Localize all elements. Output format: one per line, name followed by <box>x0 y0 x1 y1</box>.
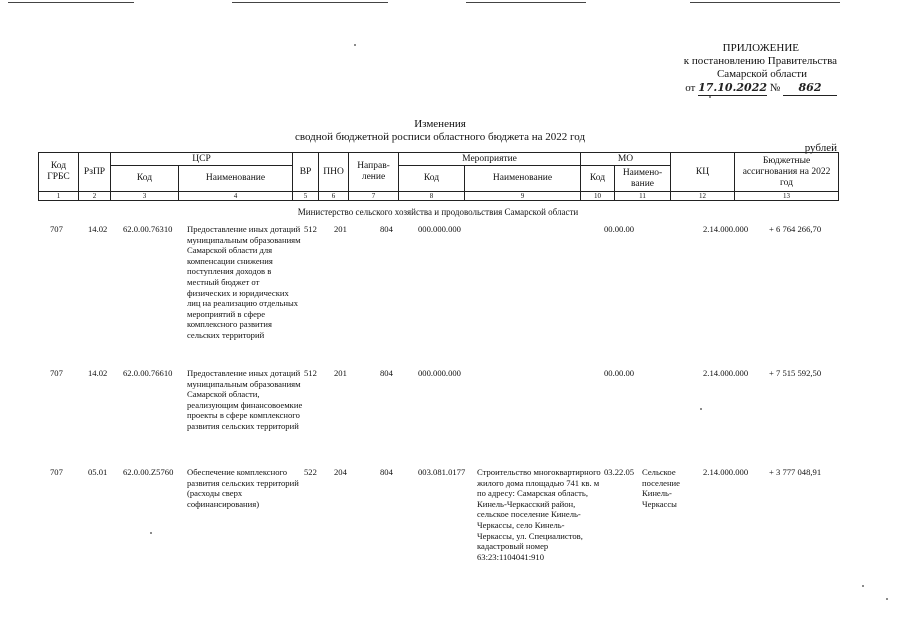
cell-vr: 512 <box>304 224 317 234</box>
header-csr-code: Код <box>111 166 179 192</box>
header-budget: Бюджетные ассигнования на 2022 год <box>735 153 839 192</box>
cell-amount: + 7 515 592,50 <box>769 368 822 378</box>
cell-grbs: 707 <box>50 467 63 477</box>
appendix-date-line <box>637 81 837 96</box>
cell-pno: 204 <box>334 467 347 477</box>
column-number: 6 <box>319 192 349 201</box>
column-number: 3 <box>111 192 179 201</box>
scan-line <box>466 2 586 3</box>
cell-mo-code: 00.00.00 <box>604 368 635 378</box>
table-header <box>38 152 839 201</box>
cell-mo-code: 03.22.05 <box>604 467 635 477</box>
scan-line <box>8 2 134 3</box>
cell-amount: + 3 777 048,91 <box>769 467 822 477</box>
cell-csr-code: 62.0.00.76610 <box>123 368 173 378</box>
cell-napr: 804 <box>380 467 393 477</box>
header-pno: ПНО <box>319 153 349 192</box>
cell-mo-code: 00.00.00 <box>604 224 635 234</box>
cell-rzpr: 14.02 <box>88 224 108 234</box>
scan-speck <box>700 408 702 410</box>
cell-vr: 522 <box>304 467 317 477</box>
header-csr: ЦСР <box>111 153 293 166</box>
from-label: от <box>685 82 696 94</box>
scan-speck <box>862 585 864 587</box>
scan-line <box>232 2 388 3</box>
document-subtitle: сводной бюджетной росписи областного бюджета на 2022 год <box>294 131 586 143</box>
number-label: № <box>769 82 781 94</box>
column-number: 8 <box>399 192 465 201</box>
scan-speck <box>886 598 888 600</box>
scan-line <box>690 2 840 3</box>
cell-pno: 201 <box>334 224 347 234</box>
header-mo: МО <box>581 153 671 166</box>
cell-csr-code: 62.0.00.76310 <box>123 224 173 234</box>
header-mo-name: Наимено-вание <box>615 166 671 192</box>
scan-speck <box>709 96 711 98</box>
cell-kc: 2.14.000.000 <box>703 224 749 234</box>
cell-csr-code: 62.0.00.Z5760 <box>123 467 174 477</box>
column-number: 4 <box>179 192 293 201</box>
header-event: Мероприятие <box>399 153 581 166</box>
column-number: 11 <box>615 192 671 201</box>
column-number: 13 <box>735 192 839 201</box>
cell-event-code: 003.081.0177 <box>418 467 466 477</box>
cell-kc: 2.14.000.000 <box>703 368 749 378</box>
header-rzpr: РзПР <box>79 153 111 192</box>
handwritten-date: 17.10.2022 <box>698 81 767 94</box>
cell-napr: 804 <box>380 224 393 234</box>
units-label: рублей <box>804 142 837 154</box>
cell-grbs: 707 <box>50 368 63 378</box>
column-number: 10 <box>581 192 615 201</box>
header-csr-name: Наименование <box>179 166 293 192</box>
header-vr: ВР <box>293 153 319 192</box>
header-napr: Направ-ление <box>349 153 399 192</box>
cell-kc: 2.14.000.000 <box>703 467 749 477</box>
header-grbs: Код ГРБС <box>39 153 79 192</box>
cell-event-name: Строительство многоквартирного жилого дома площадью 741 кв. м по адресу: Самарская область, Кинель-Черкасский район, сельское поселение Кинель-Черкассы, село Кинель-Черкассы, ул. Специалистов, кадастровый номер 63:23:1104041:910 <box>477 467 601 562</box>
cell-event-code: 000.000.000 <box>418 368 461 378</box>
header-mo-code: Код <box>581 166 615 192</box>
appendix-line3: Самарской области <box>716 68 807 80</box>
header-event-name: Наименование <box>465 166 581 192</box>
cell-event-code: 000.000.000 <box>418 224 461 234</box>
document-title: Изменения <box>414 118 466 130</box>
cell-grbs: 707 <box>50 224 63 234</box>
header-kc: КЦ <box>671 153 735 192</box>
column-number: 9 <box>465 192 581 201</box>
cell-csr-name: Предоставление иных дотаций муниципальным образованиям Самарской области для компенсации снижения поступления доходов в местный бюджет от физических и юридических лиц на реализацию отдельных мероприятий в сфере комплексного развития сельских территорий <box>187 224 301 340</box>
column-number: 1 <box>39 192 79 201</box>
section-ministry: Министерство сельского хозяйства и продовольствия Самарской области <box>297 207 579 217</box>
appendix-line2: к постановлению Правительства <box>683 55 837 67</box>
appendix-title: ПРИЛОЖЕНИЕ <box>722 42 799 54</box>
column-number: 7 <box>349 192 399 201</box>
cell-pno: 201 <box>334 368 347 378</box>
appendix-block <box>637 42 837 96</box>
cell-csr-name: Обеспечение комплексного развития сельских территорий (расходы сверх софинансирования) <box>187 467 299 509</box>
document-title-block <box>280 118 600 144</box>
cell-rzpr: 14.02 <box>88 368 108 378</box>
header-event-code: Код <box>399 166 465 192</box>
handwritten-number: 862 <box>798 81 822 94</box>
cell-csr-name: Предоставление иных дотаций муниципальным образованиям Самарской области, реализующим финансовоемкие проекты в сфере комплексного развития сельских территорий <box>187 368 303 431</box>
cell-mo-name: Сельское поселение Кинель-Черкассы <box>642 467 680 509</box>
scan-speck <box>150 532 152 534</box>
column-number: 12 <box>671 192 735 201</box>
column-number: 5 <box>293 192 319 201</box>
scan-speck <box>354 44 356 46</box>
cell-rzpr: 05.01 <box>88 467 108 477</box>
cell-amount: + 6 764 266,70 <box>769 224 822 234</box>
cell-napr: 804 <box>380 368 393 378</box>
cell-vr: 512 <box>304 368 317 378</box>
column-number: 2 <box>79 192 111 201</box>
